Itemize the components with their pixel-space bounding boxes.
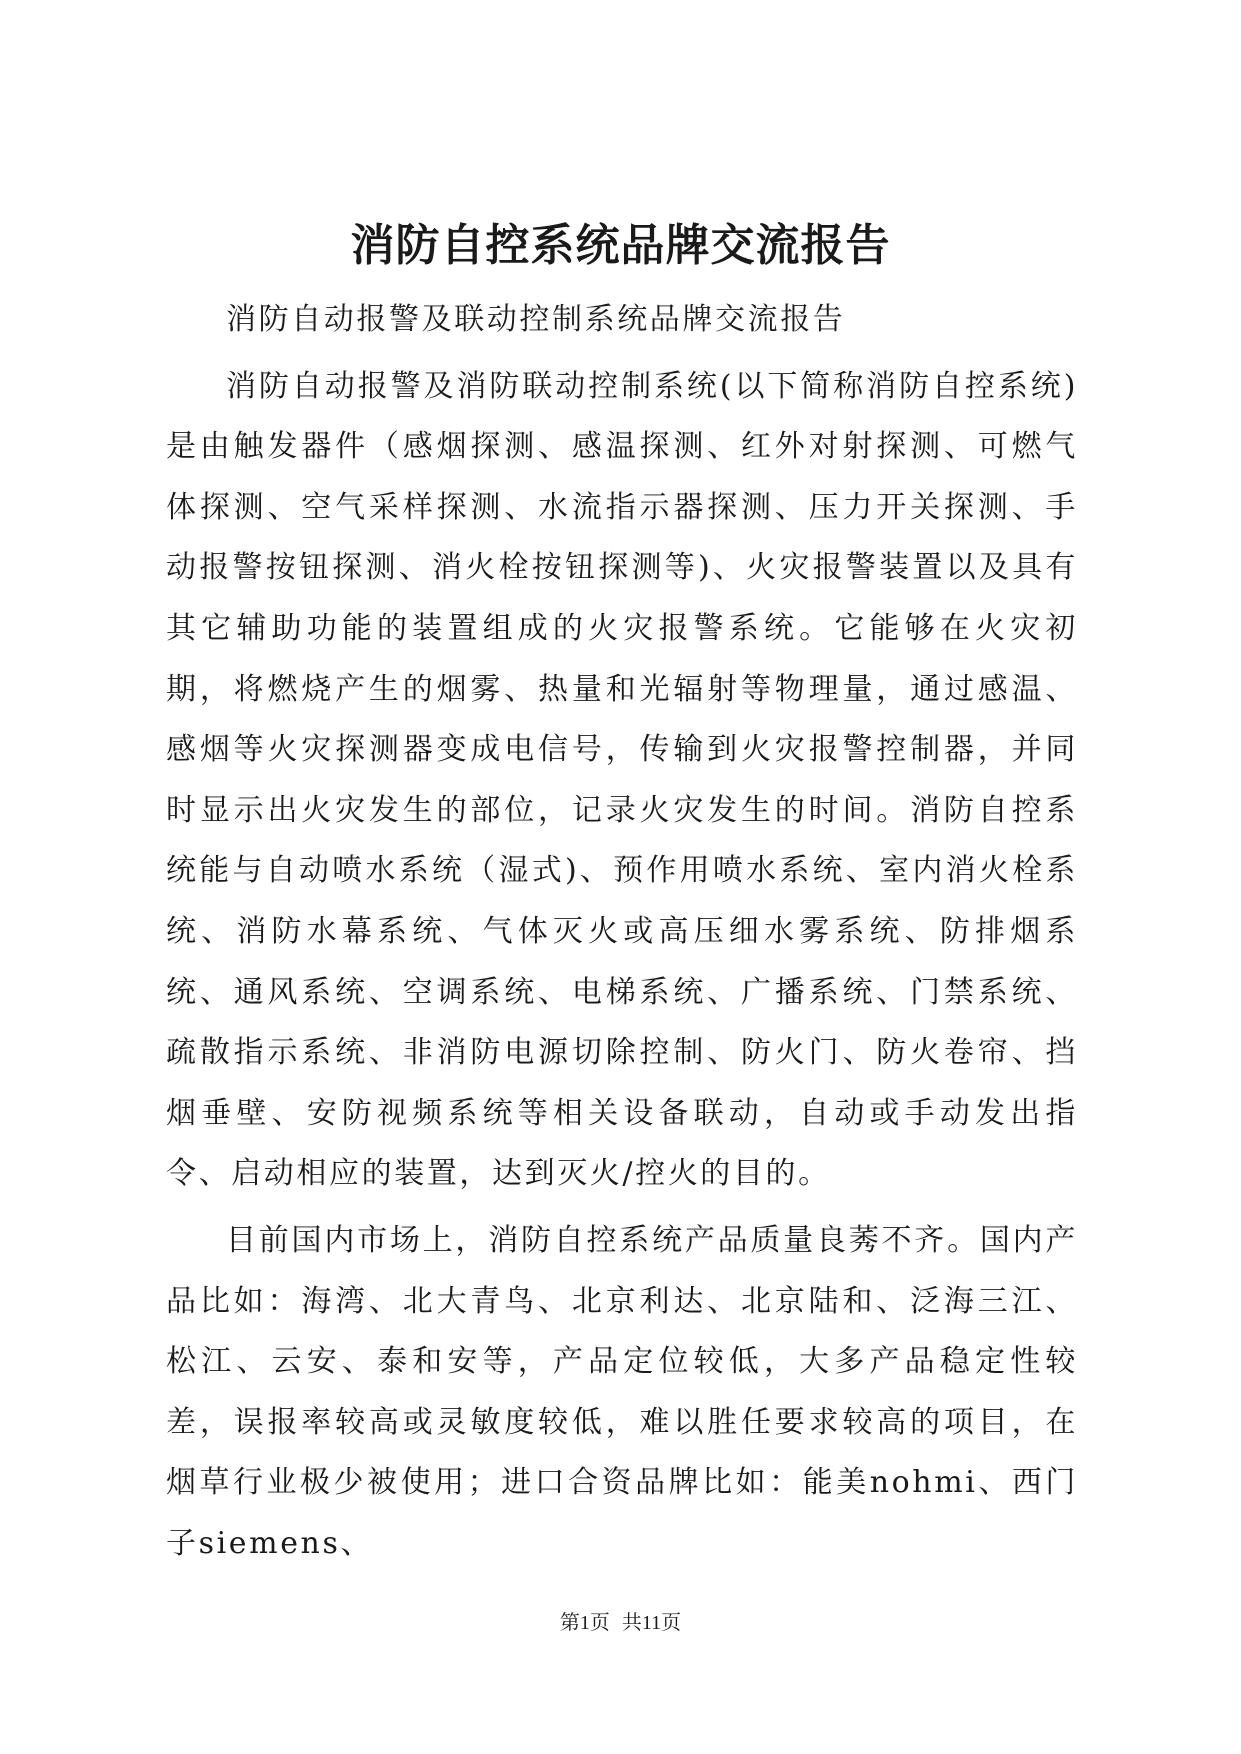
document-title: 消防自控系统品牌交流报告	[350, 220, 891, 271]
page-number: 第1页	[559, 1612, 610, 1634]
page-total: 共11页	[621, 1612, 682, 1634]
page-footer	[0, 1606, 1241, 1635]
market-paragraph: 目前国内市场上，消防自控系统产品质量良莠不齐。国内产品比如：海湾、北大青鸟、北京利达、北京陆和、泛海三江、松江、云安、泰和安等，产品定位较低，大多产品稳定性较差，误报率较高或灵敏度较低，难以胜任要求较高的项目，在烟草行业极少被使用；进口合资品牌比如：能美nohmi、西门子siemens、	[166, 1222, 1078, 1561]
intro-paragraph: 消防自动报警及消防联动控制系统(以下简称消防自控系统)是由触发器件（感烟探测、感温探测、红外对射探测、可燃气体探测、空气采样探测、水流指示器探测、压力开关探测、手动报警按钮探测、消火栓按钮探测等)、火灾报警装置以及具有其它辅助功能的装置组成的火灾报警系统。它能够在火灾初期，将燃烧产生的烟雾、热量和光辐射等物理量，通过感温、感烟等火灾探测器变成电信号，传输到火灾报警控制器，并同时显示出火灾发生的部位，记录火灾发生的时间。消防自控系统能与自动喷水系统（湿式)、预作用喷水系统、室内消火栓系统、消防水幕系统、气体灭火或高压细水雾系统、防排烟系统、通风系统、空调系统、电梯系统、广播系统、门禁系统、疏散指示系统、非消防电源切除控制、防火门、防火卷帘、挡烟垂壁、安防视频系统等相关设备联动，自动或手动发出指令、启动相应的装置，达到灭火/控火的目的。	[166, 368, 1078, 1192]
subtitle-paragraph: 消防自动报警及联动控制系统品牌交流报告	[226, 302, 846, 337]
document-body	[166, 290, 1078, 1580]
